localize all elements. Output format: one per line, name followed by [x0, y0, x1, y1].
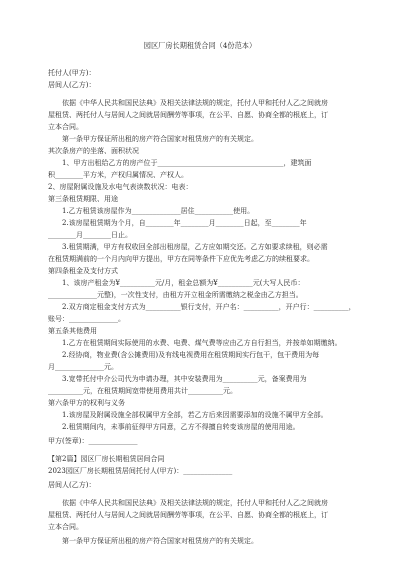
document-title: 园区厂房长期租赁合同（4份范本）: [143, 41, 257, 50]
text-line: ________月________日止。: [48, 231, 132, 239]
text-line: 立本合同。: [48, 123, 83, 131]
text-line: 2.双方商定租金支付方式为__________银行支付，开户名：__________，开户行：__________，: [62, 303, 356, 311]
text-line: 托付人(甲方)：: [48, 69, 96, 77]
text-line: 屋租赁、两托付人与居间人之间就居间酬劳等事项，在公平、自愿、协商全都的根底上，订: [48, 111, 328, 119]
text-line: 第一条甲方保证所出租的房产符合国家对租赁房产的有关规定。: [62, 537, 258, 545]
text-line: 在租赁期满前的一个月内向甲方提出，甲方在同等条件下应优先考虑乙方的续租要求。: [48, 255, 314, 263]
text-line: 第六条甲方的权利与义务: [48, 399, 125, 407]
section-heading: 【第2篇】园区厂房长期租赁居间合同: [48, 455, 165, 463]
text-line: 第五条其他费用: [48, 327, 97, 335]
text-line: 第一条甲方保证所出租的房产符合国家对租赁房产的有关规定。: [62, 135, 258, 143]
text-line: 1.该房屋及附属设施全部权属甲方全部，若乙方后来因需要添加的设施不属甲方全部。: [62, 411, 328, 419]
text-line: 依据《中华人民共和国民法典》及相关法律法规的规定，托付人甲和托付人乙之间就房: [62, 99, 328, 107]
text-line: 1、该房产租金为¥__________元/月，租金总额为¥__________元(大写人民币：: [62, 279, 305, 287]
text-line: 立本合同。: [48, 523, 83, 531]
text-line: 居间人(乙方)：: [48, 481, 96, 489]
text-line: 2.经协商，物业费(含公摊费用)及有线电视费用在租赁期间实行包干，包干费用为每: [62, 351, 320, 359]
text-line: 1.乙方在租赁期间实际使用的水费、电费、煤气费等应由乙方自行担当，并按单如期缴纳。: [62, 339, 342, 347]
text-line: 2.租赁期间内，未事前征得甲方同意，乙方不得擅自转变该房屋的使用用途。: [62, 423, 300, 431]
text-line: 2、房屋附属设施及水电气表读数状况：电表：: [48, 183, 193, 191]
text-line: 月______________元。: [48, 363, 118, 371]
text-line: 积________平方米，产权归属情况、产权人。: [48, 171, 188, 179]
text-line: 其次条房产的坐落、面积状况: [48, 147, 139, 155]
text-line: 1、甲方出租给乙方的房产位于____________________________________，建筑面: [62, 159, 312, 167]
text-line: 3.宽带托付中介公司代为申请办理，其中安装费用为__________元，备案费用为: [62, 375, 307, 383]
text-line: 第三条租赁期限、用途: [48, 195, 118, 203]
text-line: 账号：______________。: [48, 315, 125, 323]
text-line: 2.该房屋租赁期为个月，自________年________月________日起，至________年: [62, 219, 307, 227]
signature-line: 甲方(签章)：______________: [48, 437, 138, 445]
text-line: 依据《中华人民共和国民法典》及相关法律法规的规定，托付人甲和托付人乙之间就房: [62, 499, 328, 507]
text-line: 屋租赁、两托付人与居间人之间就居间酬劳等事项，在公平、自愿、协商全都的根底上，订: [48, 511, 328, 519]
text-line: __________元，在租赁期间宽带使用费用共计__________元。: [48, 387, 237, 395]
text-line: 1.乙方租赁该房屋作为______________居住___________使用。: [62, 207, 255, 215]
text-line: 第四条租金及支付方式: [48, 267, 118, 275]
text-line: 3.租赁期满，甲方有权收回全部出租房屋，乙方应如期交还。乙方如要求续租，则必需: [62, 243, 328, 251]
text-line: ______________元整)，一次性支付，由租方开立租金所需缴纳之税金由乙方担当。: [48, 291, 303, 299]
text-line: 居间人(乙方)：: [48, 81, 96, 89]
text-line: 2023园区厂房长期租赁居间托付人(甲方)：______________: [48, 467, 233, 475]
